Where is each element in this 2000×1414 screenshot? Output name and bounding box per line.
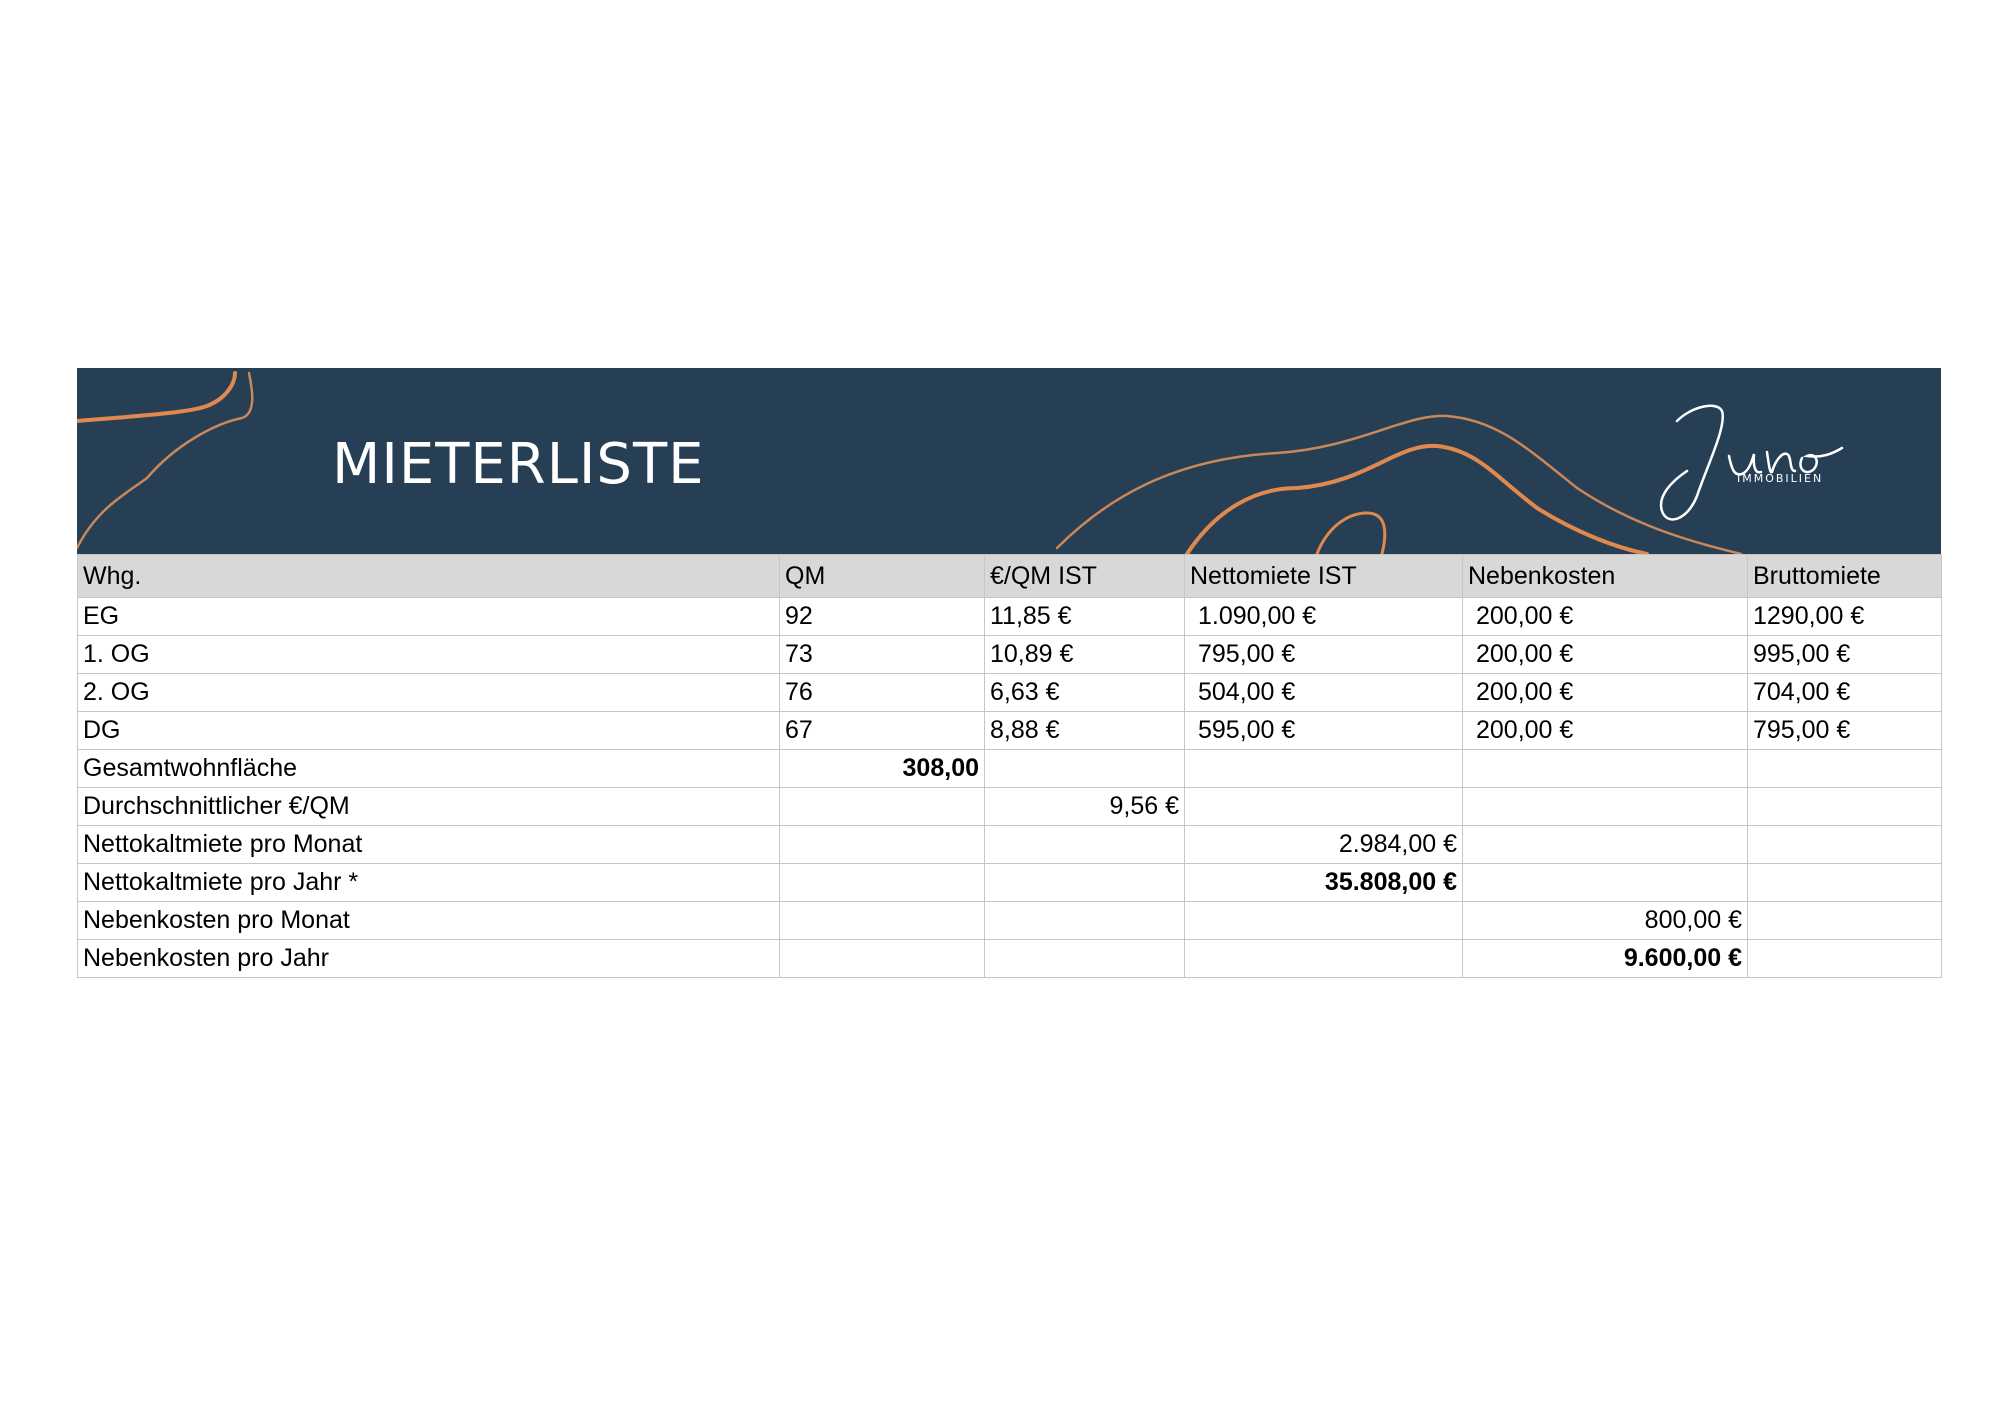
cell-eur-qm: 10,89 € [985,636,1185,674]
cell-netto: 595,00 € [1185,712,1463,750]
cell-brutto: 704,00 € [1748,674,1942,712]
cell-neben: 200,00 € [1463,636,1748,674]
cell-whg: 1. OG [78,636,780,674]
table-row [78,636,1942,674]
juno-logo-icon [1637,386,1877,536]
cell-netto: 795,00 € [1185,636,1463,674]
cell-qm: 67 [780,712,985,750]
cell-neben: 200,00 € [1463,598,1748,636]
summary-label: Nettokaltmiete pro Monat [78,826,780,864]
cell-whg: DG [78,712,780,750]
page-title: MIETERLISTE [332,432,705,497]
table-row [78,674,1942,712]
cell-brutto: 995,00 € [1748,636,1942,674]
header-whg: Whg. [78,555,780,598]
summary-value: 9.600,00 € [1463,940,1748,978]
header-qm: QM [780,555,985,598]
header-banner [77,368,1941,554]
cell-netto: 504,00 € [1185,674,1463,712]
cell-qm: 92 [780,598,985,636]
summary-value: 308,00 [780,750,985,788]
summary-row-netto-jahr [78,864,1942,902]
cell-whg: 2. OG [78,674,780,712]
summary-label: Nebenkosten pro Jahr [78,940,780,978]
mieterliste-sheet [77,368,1941,978]
summary-row-gesamtwohnflaeche [78,750,1942,788]
header-nebenkosten: Nebenkosten [1463,555,1748,598]
summary-label: Nebenkosten pro Monat [78,902,780,940]
summary-label: Durchschnittlicher €/QM [78,788,780,826]
cell-qm: 73 [780,636,985,674]
cell-whg: EG [78,598,780,636]
cell-neben: 200,00 € [1463,674,1748,712]
table-row [78,712,1942,750]
cell-brutto: 795,00 € [1748,712,1942,750]
cell-eur-qm: 8,88 € [985,712,1185,750]
logo-subtext: IMMOBILIEN [1737,472,1824,485]
cell-neben: 200,00 € [1463,712,1748,750]
summary-value: 9,56 € [985,788,1185,826]
summary-label: Nettokaltmiete pro Jahr * [78,864,780,902]
table-header-row [78,555,1942,598]
summary-label: Gesamtwohnfläche [78,750,780,788]
header-nettomiete: Nettomiete IST [1185,555,1463,598]
cell-qm: 76 [780,674,985,712]
summary-row-neben-monat [78,902,1942,940]
summary-row-durchschnitt [78,788,1942,826]
cell-netto: 1.090,00 € [1185,598,1463,636]
header-eur-qm: €/QM IST [985,555,1185,598]
summary-value: 2.984,00 € [1185,826,1463,864]
header-bruttomiete: Bruttomiete [1748,555,1942,598]
summary-value: 35.808,00 € [1185,864,1463,902]
table-row [78,598,1942,636]
cell-eur-qm: 11,85 € [985,598,1185,636]
cell-brutto: 1290,00 € [1748,598,1942,636]
mieterliste-table [77,554,1942,978]
cell-eur-qm: 6,63 € [985,674,1185,712]
summary-row-neben-jahr [78,940,1942,978]
summary-row-netto-monat [78,826,1942,864]
summary-value: 800,00 € [1463,902,1748,940]
